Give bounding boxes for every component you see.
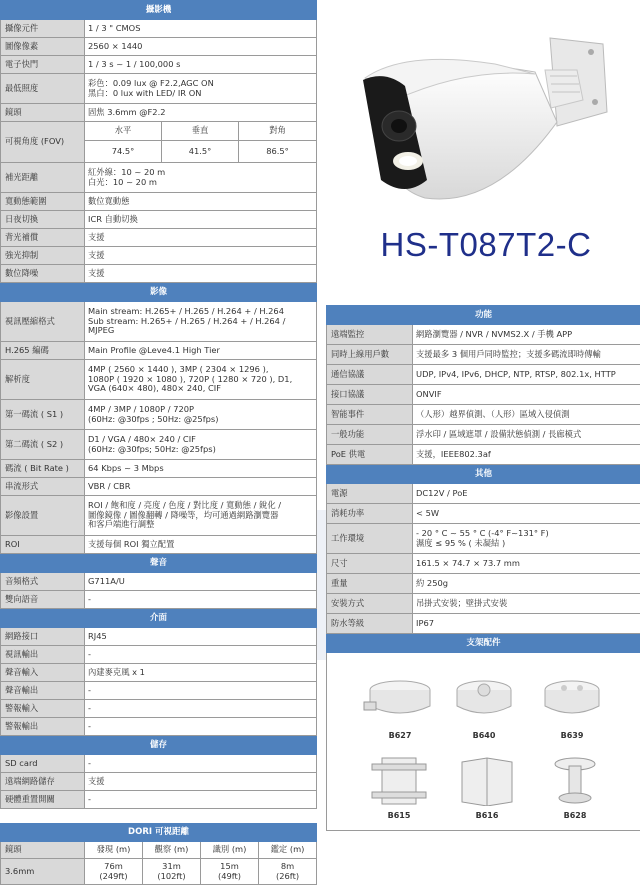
- spec-value: 支援最多 3 個用戶同時監控；支援多碼流即時傳輸: [413, 345, 640, 365]
- spec-label: 鏡頭: [1, 104, 85, 122]
- spec-label: 音頻格式: [1, 573, 85, 591]
- fov-horizontal-label: 水平: [85, 122, 162, 141]
- spec-value: 內建麥克風 x 1: [85, 664, 317, 682]
- spec-value: 1 / 3 s ~ 1 / 100,000 s: [85, 56, 317, 74]
- camera-product-image: [345, 30, 615, 210]
- spec-value: ICR 自動切換: [85, 211, 317, 229]
- spec-label: 背光補償: [1, 229, 85, 247]
- spec-label: 遠端網路儲存: [1, 773, 85, 791]
- spec-label: 網路接口: [1, 628, 85, 646]
- spec-value: （人形）越界偵測、（人形）區域入侵偵測: [413, 405, 640, 425]
- spec-value: Main Profile @Leve4.1 High Tier: [85, 342, 317, 360]
- spec-label: 視訊壓縮格式: [1, 302, 85, 342]
- dori-header-detect: 發現 (m): [85, 842, 143, 859]
- spec-value: 吊掛式安裝；壁掛式安裝: [413, 594, 640, 614]
- pole-mount-icon: [366, 756, 432, 806]
- accessory-b616: [454, 756, 520, 820]
- spec-value: 支援: [85, 773, 317, 791]
- model-number: HS-T087T2-C: [380, 226, 592, 263]
- spec-label: 硬體重置開關: [1, 791, 85, 809]
- spec-value: 4MP / 3MP / 1080P / 720P (60Hz: @30fps ; 50Hz: @25fps): [85, 400, 317, 430]
- spec-label: 日夜切換: [1, 211, 85, 229]
- spec-label: 攝像元件: [1, 20, 85, 38]
- spec-label: 遠端監控: [327, 325, 413, 345]
- accessory-label: B615: [387, 811, 411, 820]
- junction-box-icon: [446, 676, 522, 726]
- dori-recognize-value: 15m (49ft): [201, 859, 259, 885]
- spec-value: -: [85, 682, 317, 700]
- spec-value: VBR / CBR: [85, 478, 317, 496]
- spec-label: 第二碼流 ( S2 ): [1, 430, 85, 460]
- spec-label: 雙向語音: [1, 591, 85, 609]
- fov-diagonal-label: 對角: [239, 122, 317, 141]
- spec-label: 可視角度 (FOV): [1, 122, 85, 163]
- spec-label: SD card: [1, 755, 85, 773]
- spec-value: -: [85, 700, 317, 718]
- spec-value: 約 250g: [413, 574, 640, 594]
- accessory-b615: [366, 756, 432, 820]
- spec-label: 視訊輸出: [1, 646, 85, 664]
- spec-label: 解析度: [1, 360, 85, 400]
- spec-label: 一般功能: [327, 425, 413, 445]
- spec-value: 64 Kbps ~ 3 Mbps: [85, 460, 317, 478]
- junction-box-icon: [534, 676, 610, 726]
- dori-header-identify: 鑑定 (m): [259, 842, 317, 859]
- dori-header-observe: 觀察 (m): [143, 842, 201, 859]
- spec-label: 影像設置: [1, 496, 85, 536]
- spec-value: ROI / 飽和度 / 亮度 / 色度 / 對比度 / 寬動態 / 銳化 / 圖像鏡像 / 圖像翻轉 / 降噪等，均可通過網路瀏覽器 和客戶端進行調整: [85, 496, 317, 536]
- spec-label: 警報輸入: [1, 700, 85, 718]
- spec-label: 最低照度: [1, 74, 85, 104]
- spec-value: 161.5 × 74.7 × 73.7 mm: [413, 554, 640, 574]
- accessory-label: B640: [472, 731, 496, 740]
- spec-value: -: [85, 646, 317, 664]
- accessory-label: B628: [563, 811, 587, 820]
- accessory-label: B639: [560, 731, 584, 740]
- spec-value: - 20 ° C ~ 55 ° C (-4° F~131° F) 濕度 ≤ 95 % ( 未凝結 ): [413, 524, 640, 554]
- corner-mount-icon: [454, 756, 520, 806]
- spec-label: 重量: [327, 574, 413, 594]
- accessory-b628: [542, 756, 608, 820]
- spec-value: Main stream: H.265+ / H.265 / H.264 + / H.264 Sub stream: H.265+ / H.265 / H.264 + / H.264 / MJPEG: [85, 302, 317, 342]
- spec-label: 串流形式: [1, 478, 85, 496]
- section-interface-title: 介面: [1, 609, 317, 628]
- spec-value: < 5W: [413, 504, 640, 524]
- spec-label: 聲音輸出: [1, 682, 85, 700]
- spec-value: 彩色：0.09 lux @ F2.2,AGC ON 黑白：0 lux with LED/ IR ON: [85, 74, 317, 104]
- spec-label: 補光距離: [1, 163, 85, 193]
- spec-table-right: [326, 305, 640, 831]
- fov-vertical-label: 垂直: [162, 122, 239, 141]
- spec-value: -: [85, 791, 317, 809]
- junction-box-icon: [360, 676, 440, 726]
- spec-value: DC12V / PoE: [413, 484, 640, 504]
- spec-label: 通信協議: [327, 365, 413, 385]
- dori-observe-value: 31m (102ft): [143, 859, 201, 885]
- dori-table: [0, 823, 317, 885]
- spec-label: ROI: [1, 536, 85, 554]
- section-function-title: 功能: [327, 306, 640, 325]
- dori-header-recognize: 識別 (m): [201, 842, 259, 859]
- section-image-title: 影像: [1, 283, 317, 302]
- spec-value: 支援: [85, 229, 317, 247]
- spec-value: 支援每個 ROI 獨立配置: [85, 536, 317, 554]
- wall-bracket-icon: [542, 756, 608, 806]
- spec-label: 寬動態範圍: [1, 193, 85, 211]
- dori-identify-value: 8m (26ft): [259, 859, 317, 885]
- spec-table-left: [0, 0, 317, 809]
- spec-value: 1 / 3 " CMOS: [85, 20, 317, 38]
- accessory-label: B616: [475, 811, 499, 820]
- fov-vertical-value: 41.5°: [162, 141, 239, 163]
- spec-value: -: [85, 755, 317, 773]
- spec-label: 尺寸: [327, 554, 413, 574]
- spec-value: 網路瀏覽器 / NVR / NVMS2.X / 手機 APP: [413, 325, 640, 345]
- spec-label: PoE 供電: [327, 445, 413, 465]
- spec-value: UDP, IPv4, IPv6, DHCP, NTP, RTSP, 802.1x, HTTP: [413, 365, 640, 385]
- spec-value: RJ45: [85, 628, 317, 646]
- accessory-b640: [446, 676, 522, 740]
- section-camera-title: 攝影機: [1, 1, 317, 20]
- accessory-label: B627: [388, 731, 412, 740]
- spec-label: 接口協議: [327, 385, 413, 405]
- spec-label: 強光抑制: [1, 247, 85, 265]
- fov-diagonal-value: 86.5°: [239, 141, 317, 163]
- spec-value: -: [85, 718, 317, 736]
- dori-lens: 3.6mm: [1, 859, 85, 885]
- spec-label: 警報輸出: [1, 718, 85, 736]
- spec-label: 同時上線用戶數: [327, 345, 413, 365]
- spec-label: 聲音輸入: [1, 664, 85, 682]
- spec-value: IP67: [413, 614, 640, 634]
- section-storage-title: 儲存: [1, 736, 317, 755]
- spec-label: 智能事件: [327, 405, 413, 425]
- spec-label: 圖像像素: [1, 38, 85, 56]
- section-accessories-title: 支架配件: [327, 634, 640, 653]
- spec-value: 浮水印 / 區域遮罩 / 設備狀態偵測 / 長廊模式: [413, 425, 640, 445]
- spec-label: 電子快門: [1, 56, 85, 74]
- spec-value: 支援，IEEE802.3af: [413, 445, 640, 465]
- spec-label: 碼流 ( Bit Rate ): [1, 460, 85, 478]
- spec-label: 工作環境: [327, 524, 413, 554]
- spec-value: ONVIF: [413, 385, 640, 405]
- spec-value: 數位寬動態: [85, 193, 317, 211]
- accessory-b639: [534, 676, 610, 740]
- section-audio-title: 聲音: [1, 554, 317, 573]
- spec-value: 支援: [85, 265, 317, 283]
- spec-value: 支援: [85, 247, 317, 265]
- spec-value: 固焦 3.6mm @F2.2: [85, 104, 317, 122]
- fov-horizontal-value: 74.5°: [85, 141, 162, 163]
- spec-value: 紅外線：10 ~ 20 m 白光：10 ~ 20 m: [85, 163, 317, 193]
- spec-value: 4MP ( 2560 × 1440 ), 3MP ( 2304 × 1296 ), 1080P ( 1920 × 1080 ), 720P ( 1280 × 720 ), D1, VGA (640× 480), 480× 240, CIF: [85, 360, 317, 400]
- spec-label: H.265 編碼: [1, 342, 85, 360]
- spec-label: 電源: [327, 484, 413, 504]
- section-dori-title: DORI 可視距離: [1, 824, 317, 842]
- section-other-title: 其他: [327, 465, 640, 484]
- dori-header-lens: 鏡頭: [1, 842, 85, 859]
- spec-value: 2560 × 1440: [85, 38, 317, 56]
- spec-label: 數位降噪: [1, 265, 85, 283]
- dori-detect-value: 76m (249ft): [85, 859, 143, 885]
- spec-label: 第一碼流 ( S1 ): [1, 400, 85, 430]
- spec-value: -: [85, 591, 317, 609]
- spec-value: G711A/U: [85, 573, 317, 591]
- spec-label: 防水等級: [327, 614, 413, 634]
- spec-label: 消耗功率: [327, 504, 413, 524]
- spec-label: 安裝方式: [327, 594, 413, 614]
- accessory-b627: [360, 676, 440, 740]
- spec-value: D1 / VGA / 480× 240 / CIF (60Hz: @30fps; 50Hz: @25fps): [85, 430, 317, 460]
